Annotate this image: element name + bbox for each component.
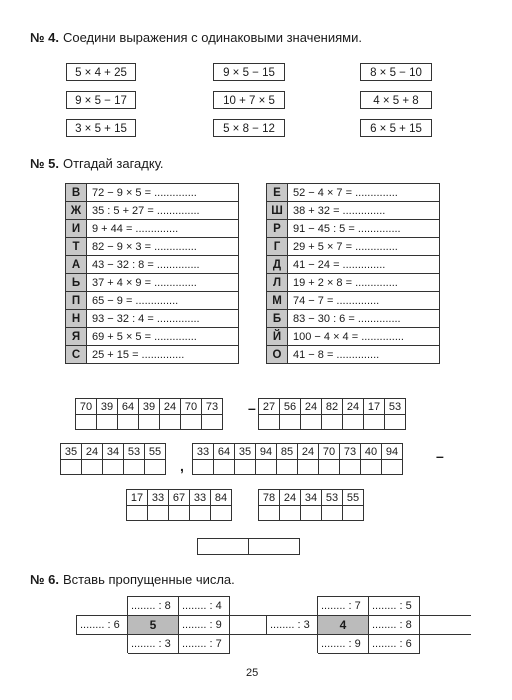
riddle-expression[interactable]: 83 − 30 : 6 = .............. bbox=[288, 310, 440, 328]
strip-letter-slot[interactable] bbox=[259, 415, 280, 430]
strip-letter-slot[interactable] bbox=[259, 506, 280, 521]
task4-expr[interactable]: 4 × 5 + 8 bbox=[360, 91, 432, 109]
fill-cell[interactable]: ........ : 3 bbox=[128, 635, 179, 654]
task4-expr[interactable]: 3 × 5 + 15 bbox=[66, 119, 136, 137]
letter-key: Ж bbox=[66, 202, 87, 220]
riddle-expression[interactable]: 72 − 9 × 5 = .............. bbox=[87, 184, 239, 202]
letter-key: Ш bbox=[267, 202, 288, 220]
task4-expr[interactable]: 9 × 5 − 15 bbox=[213, 63, 285, 81]
word-separator-dash: – bbox=[436, 448, 444, 464]
strip-number: 55 bbox=[145, 444, 166, 460]
task4-heading bbox=[30, 30, 362, 45]
strip-letter-slot[interactable] bbox=[118, 415, 139, 430]
letter-key: М bbox=[267, 292, 288, 310]
strip-letter-slot[interactable] bbox=[61, 460, 82, 475]
strip-letter-slot[interactable] bbox=[127, 506, 148, 521]
fill-cell[interactable]: ........ : 8 bbox=[369, 616, 420, 635]
strip-number: 24 bbox=[82, 444, 103, 460]
riddle-expression[interactable]: 100 − 4 × 4 = .............. bbox=[288, 328, 440, 346]
riddle-expression[interactable]: 65 − 9 = .............. bbox=[87, 292, 239, 310]
strip-letter-slot[interactable] bbox=[235, 460, 256, 475]
strip-letter-slot[interactable] bbox=[340, 460, 361, 475]
fill-cell[interactable]: ........ : 6 bbox=[77, 616, 128, 635]
answer-strip-4 bbox=[192, 443, 403, 475]
fill-cell bbox=[420, 635, 471, 654]
riddle-expression[interactable]: 91 − 45 : 5 = .............. bbox=[288, 220, 440, 238]
fill-cell bbox=[267, 635, 318, 654]
strip-letter-slot[interactable] bbox=[385, 415, 406, 430]
strip-number: 33 bbox=[190, 490, 211, 506]
riddle-table-left bbox=[65, 183, 239, 364]
word-separator-comma: , bbox=[180, 458, 184, 474]
strip-number: 35 bbox=[61, 444, 82, 460]
center-number: 5 bbox=[128, 616, 179, 635]
task5-title: Отгадай загадку. bbox=[62, 156, 164, 171]
word-separator-dash: – bbox=[248, 400, 256, 416]
strip-letter-slot[interactable] bbox=[319, 460, 340, 475]
strip-letter-slot[interactable] bbox=[214, 460, 235, 475]
answer-word-boxes bbox=[197, 538, 300, 555]
strip-number: 53 bbox=[385, 399, 406, 415]
answer-strip-5 bbox=[126, 489, 232, 521]
strip-letter-slot[interactable] bbox=[343, 415, 364, 430]
strip-letter-slot[interactable] bbox=[211, 506, 232, 521]
strip-letter-slot[interactable] bbox=[139, 415, 160, 430]
answer-strip-3 bbox=[60, 443, 166, 475]
letter-key: Ь bbox=[66, 274, 87, 292]
fill-cell[interactable]: ........ : 7 bbox=[179, 635, 230, 654]
fill-cell[interactable]: ........ : 4 bbox=[179, 597, 230, 616]
strip-number: 17 bbox=[127, 490, 148, 506]
strip-number: 64 bbox=[118, 399, 139, 415]
strip-number: 40 bbox=[361, 444, 382, 460]
strip-letter-slot[interactable] bbox=[382, 460, 403, 475]
strip-number: 94 bbox=[382, 444, 403, 460]
fill-cell[interactable]: ........ : 9 bbox=[318, 635, 369, 654]
strip-number: 27 bbox=[259, 399, 280, 415]
strip-number: 24 bbox=[160, 399, 181, 415]
fill-cell bbox=[267, 597, 318, 616]
riddle-table-right bbox=[266, 183, 440, 364]
strip-number: 56 bbox=[280, 399, 301, 415]
task4-expr[interactable]: 8 × 5 − 10 bbox=[360, 63, 432, 81]
strip-number: 85 bbox=[277, 444, 298, 460]
task6-heading bbox=[30, 572, 235, 587]
strip-letter-slot[interactable] bbox=[160, 415, 181, 430]
letter-key: Л bbox=[267, 274, 288, 292]
strip-number: 24 bbox=[301, 399, 322, 415]
task4-title: Соедини выражения с одинаковыми значениями. bbox=[62, 30, 362, 45]
strip-letter-slot[interactable] bbox=[82, 460, 103, 475]
fill-cell bbox=[420, 616, 471, 635]
strip-number: 34 bbox=[301, 490, 322, 506]
strip-letter-slot[interactable] bbox=[124, 460, 145, 475]
strip-letter-slot[interactable] bbox=[193, 460, 214, 475]
strip-letter-slot[interactable] bbox=[103, 460, 124, 475]
strip-letter-slot[interactable] bbox=[298, 460, 319, 475]
task4-expr[interactable]: 9 × 5 − 17 bbox=[66, 91, 136, 109]
strip-number: 33 bbox=[148, 490, 169, 506]
letter-key: П bbox=[66, 292, 87, 310]
riddle-expression[interactable]: 93 − 32 : 4 = .............. bbox=[87, 310, 239, 328]
answer-box[interactable] bbox=[249, 539, 300, 555]
riddle-expression[interactable]: 9 + 44 = .............. bbox=[87, 220, 239, 238]
task4-expr[interactable]: 6 × 5 + 15 bbox=[360, 119, 432, 137]
page-number: 25 bbox=[246, 667, 259, 679]
answer-strip-6 bbox=[258, 489, 364, 521]
strip-letter-slot[interactable] bbox=[322, 506, 343, 521]
strip-number: 70 bbox=[181, 399, 202, 415]
strip-letter-slot[interactable] bbox=[301, 506, 322, 521]
riddle-expression[interactable]: 41 − 8 = .............. bbox=[288, 346, 440, 364]
letter-key: Я bbox=[66, 328, 87, 346]
task6-number: № 6. bbox=[30, 572, 59, 587]
strip-number: 73 bbox=[340, 444, 361, 460]
letter-key: Б bbox=[267, 310, 288, 328]
strip-letter-slot[interactable] bbox=[145, 460, 166, 475]
letter-key: И bbox=[66, 220, 87, 238]
task4-number: № 4. bbox=[30, 30, 59, 45]
task5-heading bbox=[30, 156, 164, 171]
center-number: 4 bbox=[318, 616, 369, 635]
strip-number: 34 bbox=[103, 444, 124, 460]
strip-number: 17 bbox=[364, 399, 385, 415]
letter-key: С bbox=[66, 346, 87, 364]
strip-number: 53 bbox=[124, 444, 145, 460]
fill-cell[interactable]: ........ : 7 bbox=[318, 597, 369, 616]
riddle-expression[interactable]: 35 : 5 + 27 = .............. bbox=[87, 202, 239, 220]
answer-box[interactable] bbox=[198, 539, 249, 555]
strip-letter-slot[interactable] bbox=[256, 460, 277, 475]
letter-key: Д bbox=[267, 256, 288, 274]
strip-number: 82 bbox=[322, 399, 343, 415]
riddle-expression[interactable]: 82 − 9 × 3 = .............. bbox=[87, 238, 239, 256]
fill-cell[interactable]: ........ : 9 bbox=[179, 616, 230, 635]
letter-key: Й bbox=[267, 328, 288, 346]
fill-cell[interactable]: ........ : 5 bbox=[369, 597, 420, 616]
letter-key: О bbox=[267, 346, 288, 364]
fill-cell bbox=[77, 597, 128, 616]
letter-key: В bbox=[66, 184, 87, 202]
fill-cell[interactable]: ........ : 8 bbox=[128, 597, 179, 616]
task4-expr[interactable]: 5 × 8 − 12 bbox=[213, 119, 285, 137]
strip-number: 84 bbox=[211, 490, 232, 506]
riddle-expression[interactable]: 19 + 2 × 8 = .............. bbox=[288, 274, 440, 292]
riddle-expression[interactable]: 29 + 5 × 7 = .............. bbox=[288, 238, 440, 256]
strip-letter-slot[interactable] bbox=[301, 415, 322, 430]
strip-number: 35 bbox=[235, 444, 256, 460]
strip-number: 64 bbox=[214, 444, 235, 460]
riddle-expression[interactable]: 25 + 15 = .............. bbox=[87, 346, 239, 364]
letter-key: Т bbox=[66, 238, 87, 256]
strip-letter-slot[interactable] bbox=[76, 415, 97, 430]
letter-key: Н bbox=[66, 310, 87, 328]
strip-number: 33 bbox=[193, 444, 214, 460]
fill-grid-left bbox=[76, 596, 281, 654]
strip-letter-slot[interactable] bbox=[280, 415, 301, 430]
strip-number: 39 bbox=[139, 399, 160, 415]
strip-letter-slot[interactable] bbox=[364, 415, 385, 430]
riddle-expression[interactable]: 41 − 24 = .............. bbox=[288, 256, 440, 274]
strip-number: 39 bbox=[97, 399, 118, 415]
strip-letter-slot[interactable] bbox=[169, 506, 190, 521]
riddle-expression[interactable]: 74 − 7 = .............. bbox=[288, 292, 440, 310]
strip-number: 24 bbox=[298, 444, 319, 460]
strip-number: 24 bbox=[343, 399, 364, 415]
answer-strip-2 bbox=[258, 398, 406, 430]
task4-expr[interactable]: 10 + 7 × 5 bbox=[213, 91, 285, 109]
strip-letter-slot[interactable] bbox=[190, 506, 211, 521]
letter-key: Г bbox=[267, 238, 288, 256]
strip-letter-slot[interactable] bbox=[277, 460, 298, 475]
riddle-expression[interactable]: 37 + 4 × 9 = .............. bbox=[87, 274, 239, 292]
strip-number: 94 bbox=[256, 444, 277, 460]
strip-letter-slot[interactable] bbox=[361, 460, 382, 475]
task5-number: № 5. bbox=[30, 156, 59, 171]
riddle-expression[interactable]: 38 + 32 = .............. bbox=[288, 202, 440, 220]
fill-cell bbox=[77, 635, 128, 654]
strip-number: 78 bbox=[259, 490, 280, 506]
riddle-expression[interactable]: 52 − 4 × 7 = .............. bbox=[288, 184, 440, 202]
strip-number: 24 bbox=[280, 490, 301, 506]
strip-number: 70 bbox=[319, 444, 340, 460]
strip-letter-slot[interactable] bbox=[343, 506, 364, 521]
strip-number: 53 bbox=[322, 490, 343, 506]
fill-cell[interactable]: ........ : 3 bbox=[267, 616, 318, 635]
strip-letter-slot[interactable] bbox=[181, 415, 202, 430]
riddle-expression[interactable]: 43 − 32 : 8 = .............. bbox=[87, 256, 239, 274]
task4-expr[interactable]: 5 × 4 + 25 bbox=[66, 63, 136, 81]
task6-title: Вставь пропущенные числа. bbox=[62, 572, 235, 587]
fill-cell bbox=[420, 597, 471, 616]
letter-key: Е bbox=[267, 184, 288, 202]
fill-cell[interactable]: ........ : 6 bbox=[369, 635, 420, 654]
letter-key: А bbox=[66, 256, 87, 274]
strip-letter-slot[interactable] bbox=[148, 506, 169, 521]
strip-number: 70 bbox=[76, 399, 97, 415]
strip-letter-slot[interactable] bbox=[280, 506, 301, 521]
riddle-expression[interactable]: 69 + 5 × 5 = .............. bbox=[87, 328, 239, 346]
strip-letter-slot[interactable] bbox=[202, 415, 223, 430]
letter-key: Р bbox=[267, 220, 288, 238]
strip-number: 73 bbox=[202, 399, 223, 415]
strip-number: 55 bbox=[343, 490, 364, 506]
strip-number: 67 bbox=[169, 490, 190, 506]
strip-letter-slot[interactable] bbox=[322, 415, 343, 430]
answer-strip-1 bbox=[75, 398, 223, 430]
fill-grid-right bbox=[266, 596, 471, 654]
strip-letter-slot[interactable] bbox=[97, 415, 118, 430]
